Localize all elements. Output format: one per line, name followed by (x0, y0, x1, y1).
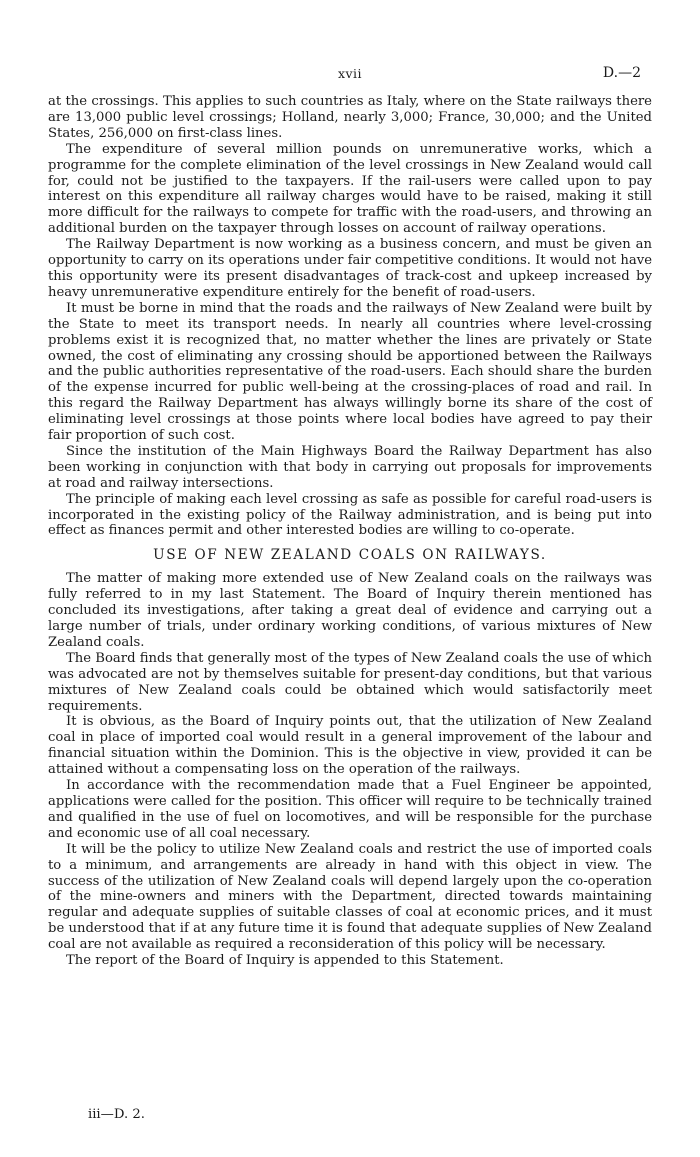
page-number: xvii (337, 66, 363, 81)
paragraph-board-findings: The Board finds that generally most of the types of New Zealand coals the use of which was advocated are not by themselves suitable for present-day conditions, but that various mixtures of New Zealand coals could be obtained which would satisfactorily meet requirements. (48, 650, 652, 714)
paragraph-main-highways-board: Since the institution of the Main Highways Board the Railway Department has also been working in conjunction with that body in carrying out proposals for improvements at road and railway intersections. (48, 443, 652, 491)
paragraph-expenditure: The expenditure of several million pounds on unremunerative works, which a programme for the complete elimination of the level crossings in New Zealand would call for, could not be justified to the taxpayers. If the rail-users were called upon to pay interest on this expenditure all railway charges would have to be raised, making it still more difficult for the railways to compete for traffic with the road-users, and throwing an additional burden on the taxpayer through losses on account of railway operations. (48, 141, 652, 237)
paragraph-safety-principle: The principle of making each level crossing as safe as possible for careful road-users is incorporated in the existing policy of the Railway administration, and is being put into effect as finances permit and other interested bodies are willing to co-operate. (48, 491, 652, 539)
paragraph-level-crossings-continued: at the crossings. This applies to such countries as Italy, where on the State railways there are 13,000 public level crossings; Holland, nearly 3,000; France, 30,000; and the United States, 256,000 on first-class lines. (48, 94, 652, 141)
section-heading: USE OF NEW ZEALAND COALS ON RAILWAYS. (153, 547, 547, 564)
document-reference: D.—2 (602, 65, 641, 81)
page-header (0, 66, 700, 84)
paragraph-roads-and-railways: It must be borne in mind that the roads and the railways of New Zealand were built by the State to meet its transport needs. In nearly all countries where level-crossing problems exist it is recognized that, no matter whether the lines are privately or State owned, the cost of eliminating any crossing should be apportioned between the Railways and the public authorities representative of the road-users. Each should share the burden of the expense incurred for public well-being at the crossing-places of road and rail. In this regard the Railway Department has always willingly borne its share of the cost of eliminating level crossings at those points where local bodies have agreed to pay their fair proportion of such cost. (48, 300, 652, 444)
paragraph-policy: It will be the policy to utilize New Zealand coals and restrict the use of imported coals to a minimum, and arrangements are already in hand with this object in view. The success of the utilization of New Zealand coals will depend largely upon the co-operation of the mine-owners and miners with the Department, directed towards maintaining regular and adequate supplies of suitable classes of coal at economic prices, and it must be understood that if at any future time it is found that adequate supplies of New Zealand coal are not available as required a reconsideration of this policy will be necessary. (48, 841, 652, 953)
signature-mark: iii—D. 2. (88, 1107, 145, 1122)
paragraph-utilization: It is obvious, as the Board of Inquiry points out, that the utilization of New Zealand coal in place of imported coal would result in a general improvement of the labour and financial situation within the Dominion. This is the objective in view, provided it can be attained without a compensating loss on the operation of the railways. (48, 714, 652, 778)
paragraph-business-concern: The Railway Department is now working as a business concern, and must be given an opportunity to carry on its operations under fair competitive conditions. It would not have this opportunity were its present disadvantages of track-cost and upkeep increased by heavy unremunerative expenditure entirely for the benefit of road-users. (48, 237, 652, 300)
paragraph-coal-usage: The matter of making more extended use of New Zealand coals on the railways was fully referred to in my last Statement. The Board of Inquiry therein mentioned has concluded its investigations, after taking a great deal of evidence and carrying out a large number of trials, under ordinary working conditions, of various mixtures of New Zealand coals. (48, 571, 652, 650)
paragraph-fuel-engineer: In accordance with the recommendation made that a Fuel Engineer be appointed, applications were called for the position. This officer will require to be technically trained and qualified in the use of fuel on locomotives, and will be responsible for the purchase and economic use of all coal necessary. (48, 778, 652, 841)
paragraph-report-appended: The report of the Board of Inquiry is appended to this Statement. (66, 953, 504, 969)
body-text (48, 94, 652, 969)
